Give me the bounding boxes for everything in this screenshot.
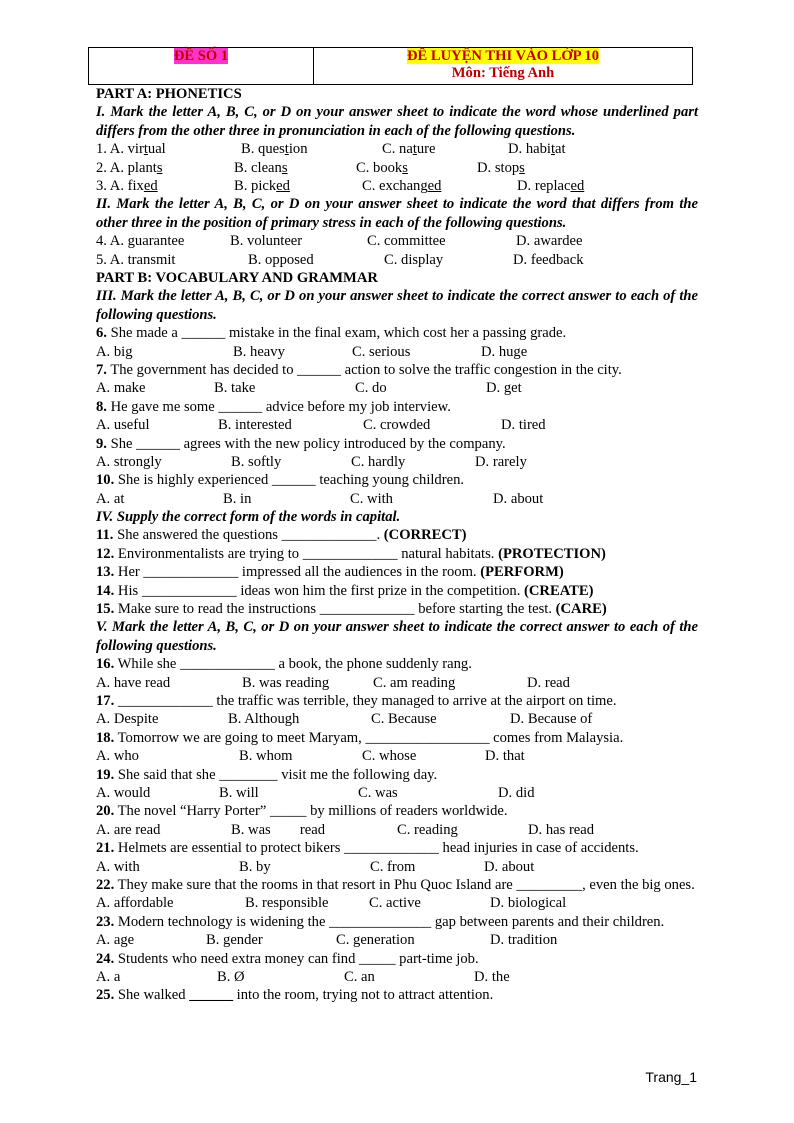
section-1-instruction: I. Mark the letter A, B, C, or D on your answer sheet to indicate the word whose underlined part differs from the other three in pronunciation in each of the following questions. <box>96 104 698 139</box>
section-4-instruction: IV. Supply the correct form of the words in capital. <box>96 509 401 526</box>
question-19: 19. She said that she ________ visit me the following day. <box>96 766 438 783</box>
question-22: 22. They make sure that the rooms in that resort in Phu Quoc Island are _________, even the big ones. <box>96 876 695 893</box>
question-15: 15. Make sure to read the instructions _____________ before starting the test. (CARE) <box>96 601 607 618</box>
question-6: 6. She made a ______ mistake in the final exam, which cost her a passing grade. <box>96 325 567 342</box>
exam-number-cell <box>89 48 314 84</box>
question-16: 16. While she _____________ a book, the phone suddenly rang. <box>96 656 472 673</box>
question-18: 18. Tomorrow we are going to meet Maryam, _________________ comes from Malaysia. <box>96 729 624 746</box>
question-5: 5. A. transmit B. opposed C. display D. feedback <box>96 251 584 268</box>
question-21-options: A. with B. by C. from D. about <box>96 858 535 875</box>
question-7: 7. The government has decided to ______ action to solve the traffic congestion in the city. <box>96 361 622 378</box>
question-4: 4. A. guarantee B. volunteer C. committee D. awardee <box>96 233 583 250</box>
question-13: 13. Her _____________ impressed all the audiences in the room. (PERFORM) <box>96 564 564 581</box>
exam-number: ĐỀ SỐ 1 <box>173 48 229 64</box>
section-3-instruction: III. Mark the letter A, B, C, or D on your answer sheet to indicate the correct answer to each of the following questions. <box>96 288 698 323</box>
question-2: 2. A. plants B. cleans C. books D. stops <box>96 159 525 176</box>
question-9: 9. She ______ agrees with the new policy introduced by the company. <box>96 435 506 452</box>
question-25: 25. She walked ______ into the room, trying not to attract attention. <box>96 987 494 1004</box>
exam-page <box>96 47 698 1005</box>
part-a-heading: PART A: PHONETICS <box>96 86 242 102</box>
question-1: 1. A. virtual B. question C. nature D. habitat <box>96 141 566 158</box>
exam-title-cell <box>314 48 692 84</box>
question-19-options: A. would B. will C. was D. did <box>96 784 535 801</box>
question-12: 12. Environmentalists are trying to _____________ natural habitats. (PROTECTION) <box>96 545 606 562</box>
question-24: 24. Students who need extra money can find _____ part-time job. <box>96 950 479 967</box>
page-number: Trang_1 <box>645 1069 697 1085</box>
question-14: 14. His _____________ ideas won him the first prize in the competition. (CREATE) <box>96 582 594 599</box>
question-11: 11. She answered the questions _____________. (CORRECT) <box>96 527 467 544</box>
exam-subject: Môn: Tiếng Anh <box>451 65 555 81</box>
question-24-options: A. a B. Ø C. an D. the <box>96 968 510 985</box>
question-17: 17. _____________ the traffic was terrible, they managed to arrive at the airport on time. <box>96 693 617 710</box>
question-8: 8. He gave me some ______ advice before my job interview. <box>96 398 451 415</box>
question-9-options: A. strongly B. softly C. hardly D. rarely <box>96 453 527 470</box>
question-6-options: A. big B. heavy C. serious D. huge <box>96 343 528 360</box>
question-20: 20. The novel “Harry Porter” _____ by millions of readers worldwide. <box>96 803 508 820</box>
question-23-options: A. age B. gender C. generation D. tradition <box>96 932 558 949</box>
question-3: 3. A. fixed B. picked C. exchanged D. replaced <box>96 177 585 194</box>
question-22-options: A. affordable B. responsible C. active D. biological <box>96 895 567 912</box>
question-8-options: A. useful B. interested C. crowded D. tired <box>96 417 546 434</box>
exam-title: ĐỀ LUYỆN THI VÀO LỚP 10 <box>406 48 600 64</box>
question-20-options: A. are read B. was read C. reading D. has read <box>96 821 595 838</box>
question-23: 23. Modern technology is widening the ______________ gap between parents and their children. <box>96 913 665 930</box>
question-10: 10. She is highly experienced ______ teaching young children. <box>96 472 465 489</box>
section-2-instruction: II. Mark the letter A, B, C, or D on your answer sheet to indicate the word that differs from the other three in the position of primary stress in each of the following questions. <box>96 196 698 231</box>
question-7-options: A. make B. take C. do D. get <box>96 380 522 397</box>
question-10-options: A. at B. in C. with D. about <box>96 490 544 507</box>
section-5-instruction: V. Mark the letter A, B, C, or D on your answer sheet to indicate the correct answer to each of the following questions. <box>96 619 698 654</box>
question-16-options: A. have read B. was reading C. am reading D. read <box>96 674 570 691</box>
question-21: 21. Helmets are essential to protect bikers _____________ head injuries in case of accidents. <box>96 840 639 857</box>
question-17-options: A. Despite B. Although C. Because D. Because of <box>96 711 593 728</box>
question-18-options: A. who B. whom C. whose D. that <box>96 748 525 765</box>
part-b-heading: PART B: VOCABULARY AND GRAMMAR <box>96 269 378 286</box>
exam-header-table <box>88 47 693 85</box>
